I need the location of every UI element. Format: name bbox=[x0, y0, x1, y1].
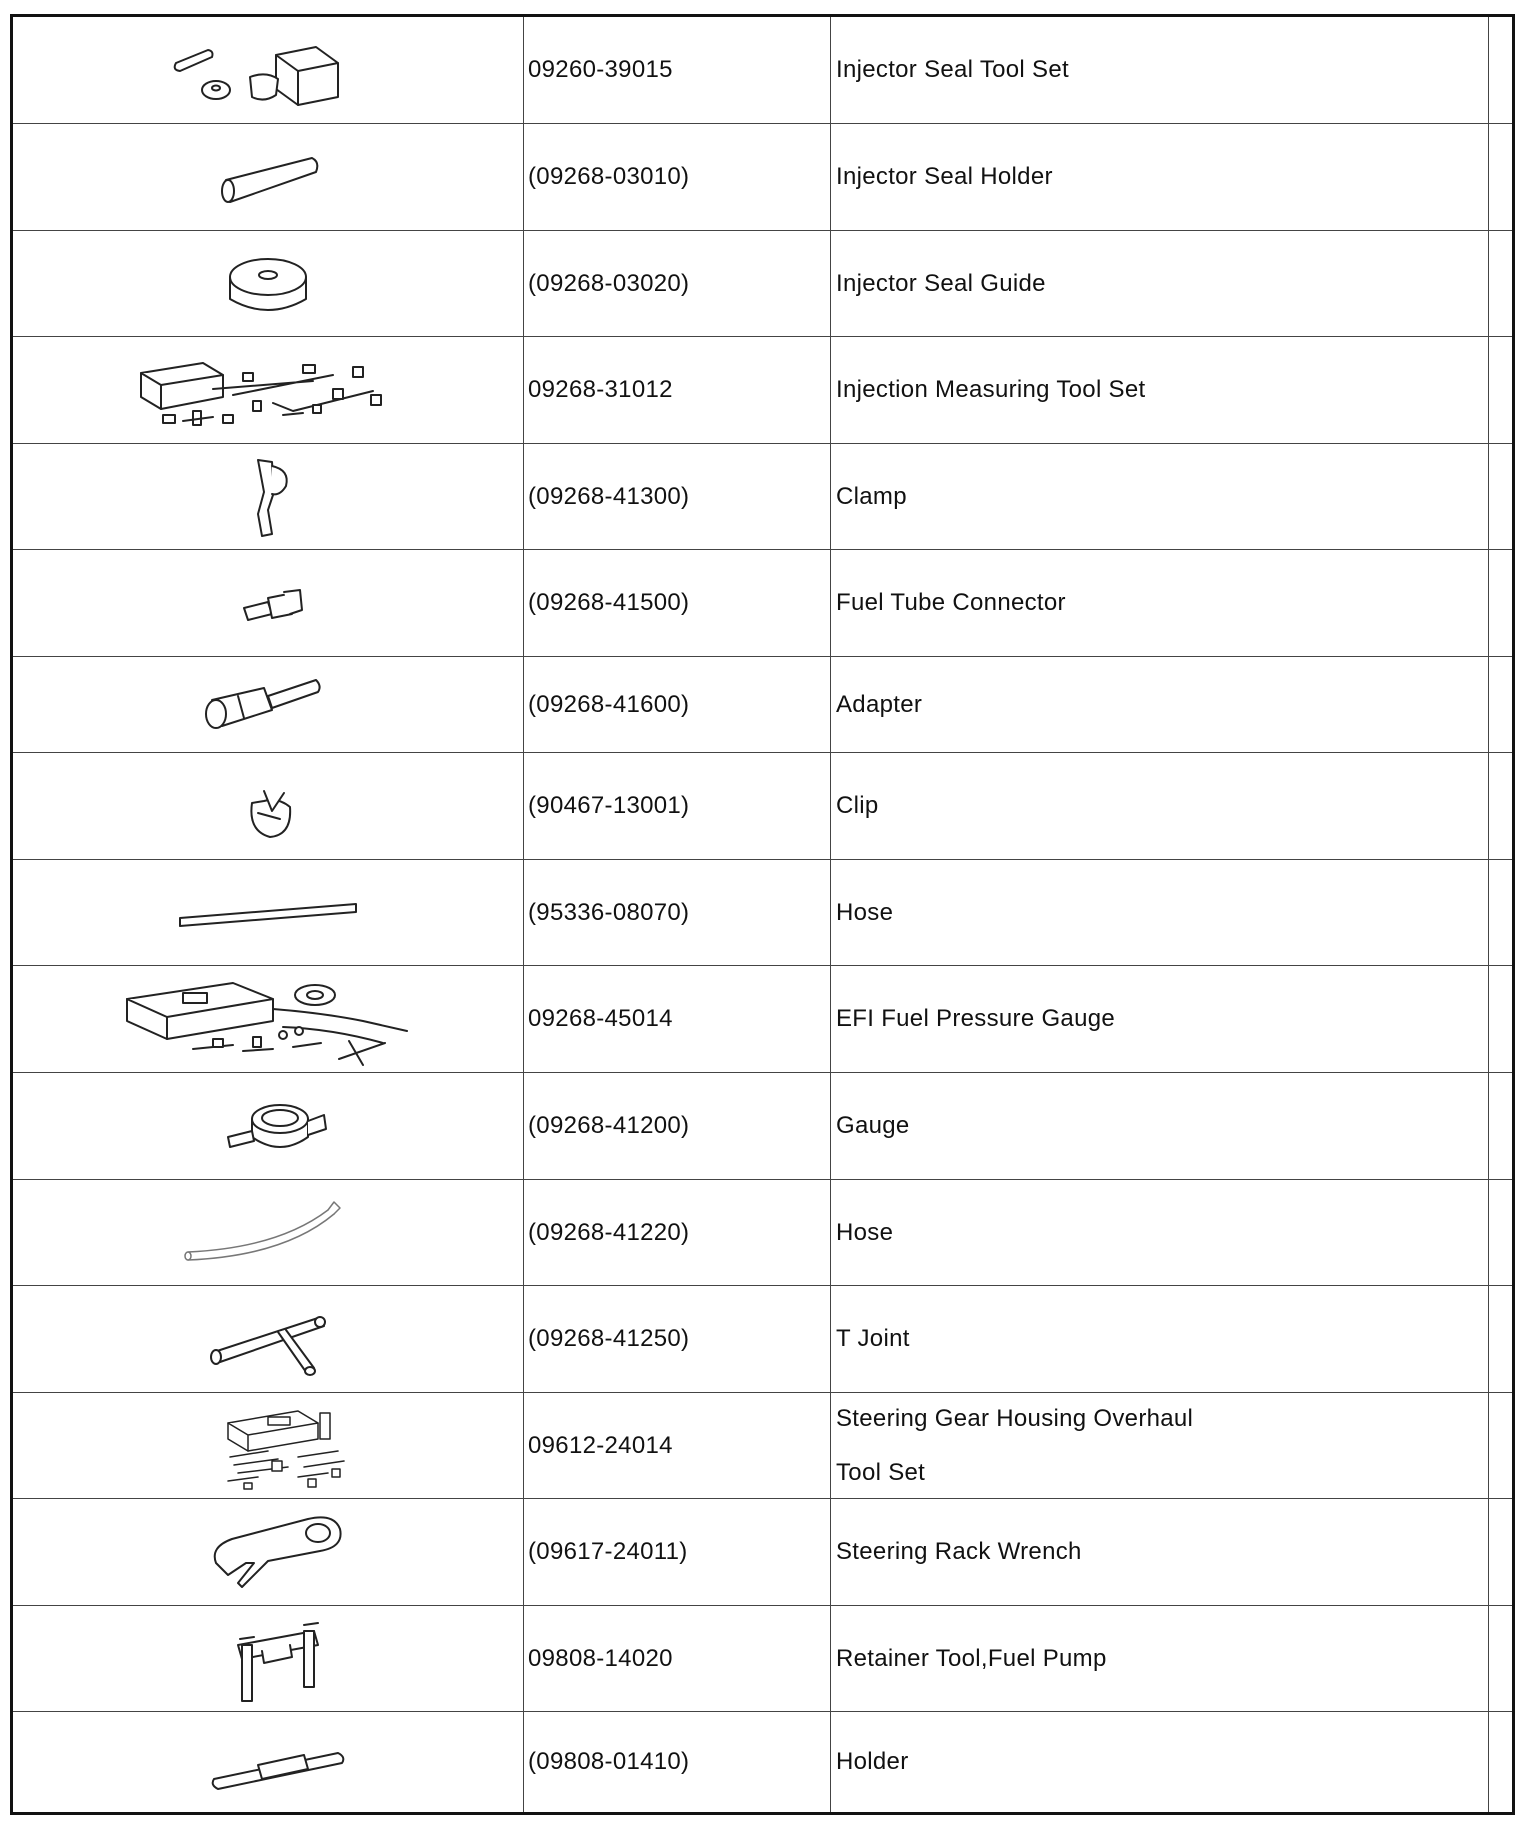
tool-name-line: Adapter bbox=[836, 690, 923, 718]
tool-image-cell bbox=[13, 966, 523, 1072]
table-row bbox=[13, 753, 1512, 860]
tool-image-cell bbox=[13, 1286, 523, 1392]
part-number: 09268-31012 bbox=[528, 376, 673, 403]
part-number: (09268-03020) bbox=[528, 269, 690, 297]
tool-name-line: Steering Gear Housing Overhaul bbox=[836, 1404, 1194, 1432]
tool-image-cell bbox=[13, 550, 523, 656]
curved-hose-icon bbox=[158, 1188, 378, 1278]
table-row bbox=[13, 966, 1512, 1073]
gauge-icon bbox=[168, 1081, 368, 1171]
table-row bbox=[13, 1606, 1512, 1712]
tool-name-line: EFI Fuel Pressure Gauge bbox=[836, 1005, 1116, 1032]
tool-name bbox=[836, 860, 1486, 965]
part-number: (09268-41300) bbox=[528, 482, 690, 510]
tool-name bbox=[836, 444, 1486, 549]
retainer-tool-icon bbox=[168, 1611, 368, 1706]
table-row bbox=[13, 1712, 1512, 1812]
tool-name bbox=[836, 966, 1486, 1072]
part-number: (95336-08070) bbox=[528, 898, 690, 926]
tool-name-line: Hose bbox=[836, 1218, 894, 1246]
tool-name-line: Injector Seal Guide bbox=[836, 269, 1046, 297]
tool-image-cell bbox=[13, 231, 523, 336]
part-number: 09612-24014 bbox=[528, 1431, 673, 1459]
tool-name-line: Injector Seal Tool Set bbox=[836, 56, 1069, 83]
table-row bbox=[13, 1499, 1512, 1606]
table-row bbox=[13, 337, 1512, 444]
part-number: (09617-24011) bbox=[528, 1538, 688, 1565]
tool-name-line: Holder bbox=[836, 1748, 909, 1775]
table-row bbox=[13, 231, 1512, 337]
tool-name-line: T Joint bbox=[836, 1325, 910, 1352]
tool-name bbox=[836, 17, 1486, 123]
part-number: (09808-01410) bbox=[528, 1748, 690, 1775]
tool-image-cell bbox=[13, 1180, 523, 1285]
hose-icon bbox=[158, 868, 378, 958]
table-row bbox=[13, 1180, 1512, 1286]
tool-name-line: Injector Seal Holder bbox=[836, 163, 1053, 190]
table-row bbox=[13, 444, 1512, 550]
fuel-tube-connector-icon bbox=[168, 558, 368, 648]
tool-name-line: Clamp bbox=[836, 482, 907, 510]
tool-image-cell bbox=[13, 1393, 523, 1498]
tool-name bbox=[836, 1180, 1486, 1285]
table-row bbox=[13, 860, 1512, 966]
tool-image-cell bbox=[13, 753, 523, 859]
t-joint-icon bbox=[158, 1294, 378, 1384]
steering-rack-wrench-icon bbox=[158, 1505, 378, 1600]
tool-image-cell bbox=[13, 337, 523, 443]
tool-name bbox=[836, 1499, 1486, 1605]
part-number: (09268-41500) bbox=[528, 589, 690, 616]
tool-name-line: Steering Rack Wrench bbox=[836, 1538, 1082, 1565]
tool-name bbox=[836, 1393, 1486, 1498]
part-number: (09268-41200) bbox=[528, 1112, 690, 1139]
table-row bbox=[13, 124, 1512, 231]
tool-name-line: Tool Set bbox=[836, 1458, 926, 1486]
tool-name-line: Fuel Tube Connector bbox=[836, 589, 1066, 616]
tool-name bbox=[836, 1286, 1486, 1392]
part-number: 09260-39015 bbox=[528, 56, 673, 83]
part-number: (09268-41250) bbox=[528, 1325, 690, 1352]
tool-image-cell bbox=[13, 860, 523, 965]
tool-name-line: Retainer Tool,Fuel Pump bbox=[836, 1644, 1107, 1672]
injection-measuring-tool-set-icon bbox=[133, 345, 403, 435]
tool-name bbox=[836, 1712, 1486, 1812]
injector-seal-holder-icon bbox=[168, 132, 368, 222]
special-tools-table bbox=[10, 14, 1515, 1815]
tool-image-cell bbox=[13, 124, 523, 230]
tool-image-cell bbox=[13, 657, 523, 752]
tool-name bbox=[836, 1073, 1486, 1179]
table-row bbox=[13, 17, 1512, 124]
injector-seal-tool-set-icon bbox=[168, 25, 368, 115]
tool-image-cell bbox=[13, 1606, 523, 1711]
tool-name bbox=[836, 753, 1486, 859]
tool-name-line: Injection Measuring Tool Set bbox=[836, 376, 1146, 403]
adapter-icon bbox=[168, 662, 368, 747]
tool-image-cell bbox=[13, 17, 523, 123]
tool-name-line: Hose bbox=[836, 898, 894, 926]
efi-fuel-pressure-gauge-icon bbox=[123, 969, 413, 1069]
tool-name bbox=[836, 124, 1486, 230]
tool-name-line: Gauge bbox=[836, 1112, 910, 1139]
table-row bbox=[13, 1286, 1512, 1393]
tool-name bbox=[836, 337, 1486, 443]
table-row bbox=[13, 1073, 1512, 1180]
part-number: (90467-13001) bbox=[528, 792, 690, 819]
tool-image-cell bbox=[13, 1499, 523, 1605]
tool-name bbox=[836, 231, 1486, 336]
tool-name bbox=[836, 550, 1486, 656]
part-number: (09268-03010) bbox=[528, 163, 690, 190]
steering-gear-housing-tool-set-icon bbox=[168, 1401, 368, 1491]
tool-image-cell bbox=[13, 1073, 523, 1179]
part-number: 09808-14020 bbox=[528, 1644, 673, 1672]
table-row bbox=[13, 550, 1512, 657]
tool-image-cell bbox=[13, 444, 523, 549]
table-row bbox=[13, 1393, 1512, 1499]
clip-icon bbox=[168, 761, 368, 851]
clamp-icon bbox=[168, 452, 368, 542]
tool-name-line: Clip bbox=[836, 792, 879, 819]
tool-name bbox=[836, 657, 1486, 752]
table-row bbox=[13, 657, 1512, 753]
tool-image-cell bbox=[13, 1712, 523, 1812]
holder-icon bbox=[158, 1717, 378, 1807]
injector-seal-guide-icon bbox=[168, 239, 368, 329]
part-number: 09268-45014 bbox=[528, 1005, 673, 1032]
part-number: (09268-41600) bbox=[528, 690, 690, 718]
part-number: (09268-41220) bbox=[528, 1218, 690, 1246]
tool-name bbox=[836, 1606, 1486, 1711]
